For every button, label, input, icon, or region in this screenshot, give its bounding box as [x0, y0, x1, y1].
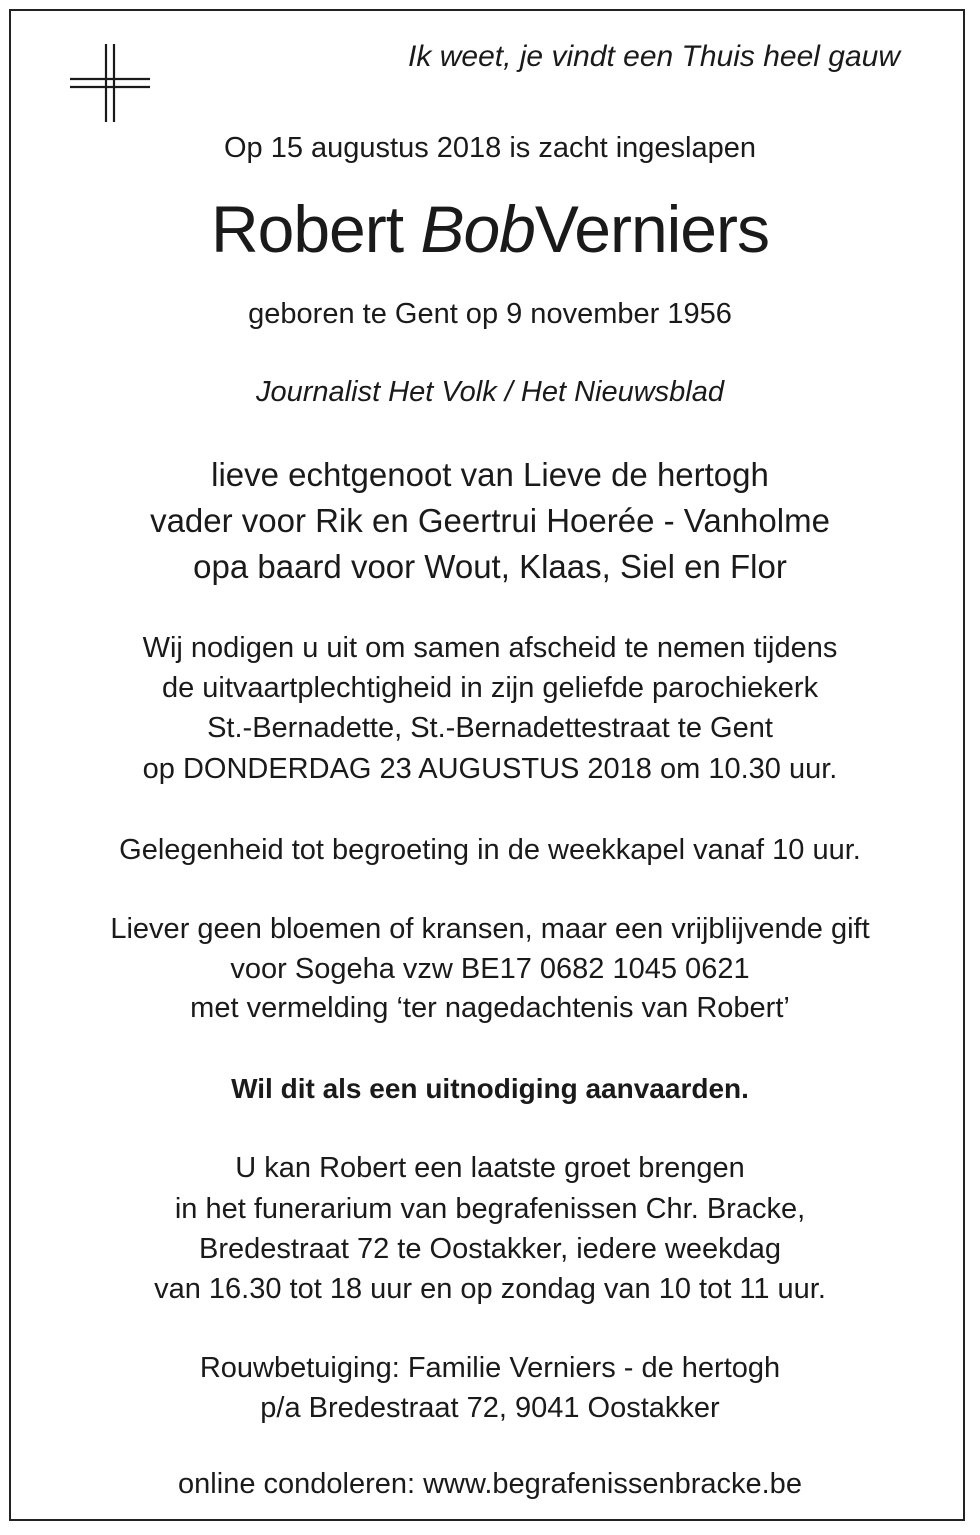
ceremony-line-3: St.-Bernadette, St.-Bernadettestraat te Gent — [207, 712, 773, 744]
announcement-line: Op 15 augustus 2018 is zacht ingeslapen — [223, 132, 757, 164]
ceremony-line-1: Wij nodigen u uit om samen afscheid te nemen tijdens — [142, 632, 838, 664]
visit-line-4: van 16.30 tot 18 uur en op zondag van 10 tot 11 uur. — [154, 1273, 826, 1305]
family-line-1: lieve echtgenoot van Lieve de hertogh — [211, 456, 769, 493]
family-line-3: opa baard voor Wout, Klaas, Siel en Flor — [193, 548, 787, 585]
gift-line-3: met vermelding ‘ter nagedachtenis van Robert’ — [190, 992, 790, 1024]
cross-icon — [70, 44, 150, 122]
birth-line: geboren te Gent op 9 november 1956 — [248, 298, 732, 330]
last-name: Verniers — [534, 192, 769, 266]
visit-line-1: U kan Robert een laatste groet brengen — [235, 1152, 745, 1184]
invitation-line: Wil dit als een uitnodiging aanvaarden. — [231, 1073, 749, 1104]
visit-line-2: in het funerarium van begrafenissen Chr. Bracke, — [174, 1193, 806, 1225]
nickname: Bob — [420, 192, 535, 266]
deceased-name — [0, 192, 980, 266]
condolence-line-1: Rouwbetuiging: Familie Verniers - de hertogh — [199, 1352, 781, 1384]
ceremony-line-4: op DONDERDAG 23 AUGUSTUS 2018 om 10.30 uur. — [142, 753, 838, 785]
first-name: Robert — [210, 192, 404, 266]
motto: Ik weet, je vindt een Thuis heel gauw — [408, 40, 900, 73]
profession-line: Journalist Het Volk / Het Nieuwsblad — [256, 376, 724, 408]
greeting-line: Gelegenheid tot begroeting in de weekkapel vanaf 10 uur. — [119, 834, 861, 866]
online-condolence[interactable]: online condoleren: www.begrafenissenbracke.be — [178, 1468, 802, 1500]
ceremony-line-2: de uitvaartplechtigheid in zijn geliefde parochiekerk — [161, 672, 819, 704]
gift-line-1: Liever geen bloemen of kransen, maar een vrijblijvende gift — [110, 913, 870, 945]
family-line-2: vader voor Rik en Geertrui Hoerée - Vanholme — [150, 502, 830, 539]
gift-line-2: voor Sogeha vzw BE17 0682 1045 0621 — [230, 953, 750, 985]
condolence-line-2: p/a Bredestraat 72, 9041 Oostakker — [260, 1392, 720, 1424]
visit-line-3: Bredestraat 72 te Oostakker, iedere weekdag — [199, 1233, 781, 1265]
